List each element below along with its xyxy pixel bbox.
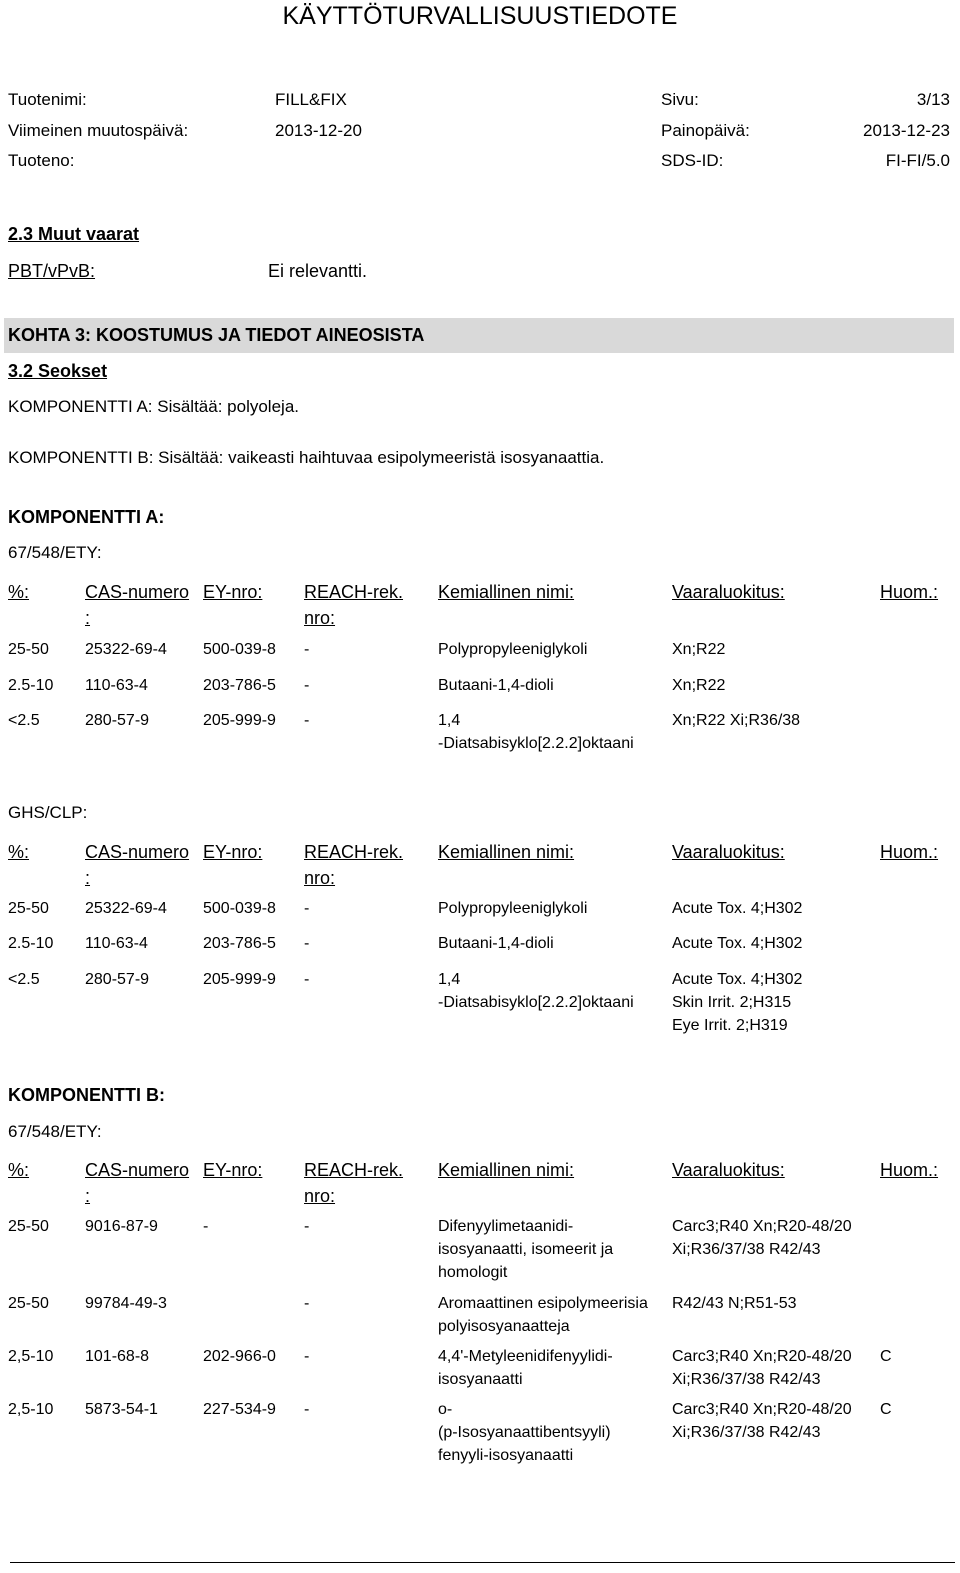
page-label: Sivu: xyxy=(661,90,699,109)
column-header-cas-colon: : xyxy=(85,608,91,628)
cell-classification: Xn;R22 xyxy=(672,641,726,658)
cell-reach-number: - xyxy=(304,971,310,988)
ghs-label: GHS/CLP: xyxy=(8,803,88,822)
cell-reach-number: - xyxy=(304,1295,310,1312)
cell-chemical-name: 1,4 xyxy=(438,971,461,988)
column-header-reach: REACH-rek. xyxy=(304,1160,404,1180)
cell-cas-number: 280-57-9 xyxy=(85,971,150,988)
sds-id-label: SDS-ID: xyxy=(661,151,724,170)
cell-chemical-name: homologit xyxy=(438,1264,508,1281)
print-date: 2013-12-23 xyxy=(863,121,950,140)
cell-classification: Xi;R36/37/38 R42/43 xyxy=(672,1424,821,1441)
component-a-heading: KOMPONENTTI A: xyxy=(8,507,165,527)
cell-cas-number: 9016-87-9 xyxy=(85,1218,158,1235)
revision-date-label: Viimeinen muutospäivä: xyxy=(8,121,189,140)
component-b-heading: KOMPONENTTI B: xyxy=(8,1085,165,1105)
cell-chemical-name: Polypropyleeniglykoli xyxy=(438,900,588,917)
cell-chemical-name: -Diatsabisyklo[2.2.2]oktaani xyxy=(438,735,634,752)
column-header-percent: %: xyxy=(8,842,30,862)
cell-reach-number: - xyxy=(304,677,310,694)
cell-chemical-name: -Diatsabisyklo[2.2.2]oktaani xyxy=(438,994,634,1011)
section-3-heading: KOHTA 3: KOOSTUMUS JA TIEDOT AINEOSISTA xyxy=(8,325,425,345)
cell-classification: Xn;R22 xyxy=(672,677,726,694)
cell-ec-number: 205-999-9 xyxy=(203,712,276,729)
section-2-3-heading: 2.3 Muut vaarat xyxy=(8,224,140,244)
column-header-ec: EY-nro: xyxy=(203,842,263,862)
cell-chemical-name: Butaani-1,4-dioli xyxy=(438,677,554,694)
product-name-label: Tuotenimi: xyxy=(8,90,87,109)
cell-reach-number: - xyxy=(304,641,310,658)
cell-classification: Xi;R36/37/38 R42/43 xyxy=(672,1371,821,1388)
cell-percent: 25-50 xyxy=(8,900,49,917)
cell-chemical-name: isosyanaatti, isomeerit ja xyxy=(438,1241,614,1258)
column-header-reach-nro: nro: xyxy=(304,608,336,628)
cell-reach-number: - xyxy=(304,935,310,952)
cell-classification: Carc3;R40 Xn;R20-48/20 xyxy=(672,1218,852,1235)
cell-note: C xyxy=(880,1348,892,1365)
section-3-2-heading: 3.2 Seokset xyxy=(8,361,108,381)
cell-percent: 25-50 xyxy=(8,1218,49,1235)
product-name: FILL&FIX xyxy=(275,90,347,109)
cell-cas-number: 280-57-9 xyxy=(85,712,150,729)
cell-chemical-name: isosyanaatti xyxy=(438,1371,523,1388)
cell-cas-number: 25322-69-4 xyxy=(85,641,167,658)
cell-classification: Acute Tox. 4;H302 xyxy=(672,935,803,952)
column-header-cas-colon: : xyxy=(85,868,91,888)
column-header-cas-colon: : xyxy=(85,1186,91,1206)
column-header-classification: Vaaraluokitus: xyxy=(672,842,785,862)
print-date-label: Painopäivä: xyxy=(661,121,750,140)
column-header-classification: Vaaraluokitus: xyxy=(672,582,785,602)
cell-classification: Xi;R36/37/38 R42/43 xyxy=(672,1241,821,1258)
cell-reach-number: - xyxy=(304,900,310,917)
cell-percent: <2.5 xyxy=(8,712,40,729)
cell-reach-number: - xyxy=(304,1218,310,1235)
component-b-description: KOMPONENTTI B: Sisältää: vaikeasti haihtuvaa esipolymeeristä isosyanaattia. xyxy=(8,448,605,467)
cell-classification: Carc3;R40 Xn;R20-48/20 xyxy=(672,1401,852,1418)
cell-cas-number: 25322-69-4 xyxy=(85,900,167,917)
document-title: KÄYTTÖTURVALLISUUSTIEDOTE xyxy=(282,2,678,30)
cell-classification: Skin Irrit. 2;H315 xyxy=(672,994,792,1011)
cell-ec-number: - xyxy=(203,1218,209,1235)
cell-ec-number: 227-534-9 xyxy=(203,1401,276,1418)
cell-cas-number: 101-68-8 xyxy=(85,1348,150,1365)
column-header-cas: CAS-numero xyxy=(85,842,190,862)
cell-chemical-name: Difenyylimetaanidi- xyxy=(438,1218,574,1235)
cell-classification: Acute Tox. 4;H302 xyxy=(672,900,803,917)
cell-note: C xyxy=(880,1401,892,1418)
column-header-percent: %: xyxy=(8,582,30,602)
column-header-cas: CAS-numero xyxy=(85,582,190,602)
column-header-reach-nro: nro: xyxy=(304,1186,336,1206)
cell-chemical-name: 1,4 xyxy=(438,712,461,729)
cell-ec-number: 500-039-8 xyxy=(203,641,276,658)
cell-classification: Acute Tox. 4;H302 xyxy=(672,971,803,988)
cell-cas-number: 110-63-4 xyxy=(85,935,148,952)
column-header-percent: %: xyxy=(8,1160,30,1180)
cell-percent: <2.5 xyxy=(8,971,40,988)
column-header-reach: REACH-rek. xyxy=(304,582,404,602)
cell-ec-number: 500-039-8 xyxy=(203,900,276,917)
cell-percent: 2,5-10 xyxy=(8,1401,54,1418)
column-header-chemical-name: Kemiallinen nimi: xyxy=(438,1160,575,1180)
column-header-chemical-name: Kemiallinen nimi: xyxy=(438,842,575,862)
product-number-label: Tuoteno: xyxy=(8,151,75,170)
cell-cas-number: 110-63-4 xyxy=(85,677,148,694)
cell-reach-number: - xyxy=(304,1401,310,1418)
column-header-ec: EY-nro: xyxy=(203,582,263,602)
cell-percent: 2.5-10 xyxy=(8,677,54,694)
cell-chemical-name: polyisosyanaatteja xyxy=(438,1318,570,1335)
cell-ec-number: 203-786-5 xyxy=(203,935,276,952)
column-header-ec: EY-nro: xyxy=(203,1160,263,1180)
cell-chemical-name: (p-Isosyanaattibentsyyli) xyxy=(438,1424,611,1441)
pbt-value: Ei relevantti. xyxy=(268,261,368,281)
cell-classification: Xn;R22 Xi;R36/38 xyxy=(672,712,801,729)
cell-ec-number: 205-999-9 xyxy=(203,971,276,988)
column-header-classification: Vaaraluokitus: xyxy=(672,1160,785,1180)
cell-percent: 25-50 xyxy=(8,1295,49,1312)
cell-ec-number: 202-966-0 xyxy=(203,1348,276,1365)
eec-label-b: 67/548/ETY: xyxy=(8,1122,102,1141)
cell-classification: Eye Irrit. 2;H319 xyxy=(672,1017,788,1034)
cell-reach-number: - xyxy=(304,1348,310,1365)
component-a-description: KOMPONENTTI A: Sisältää: polyoleja. xyxy=(8,397,299,416)
cell-percent: 25-50 xyxy=(8,641,49,658)
cell-chemical-name: fenyyli-isosyanaatti xyxy=(438,1447,574,1464)
cell-classification: R42/43 N;R51-53 xyxy=(672,1295,797,1312)
cell-chemical-name: o- xyxy=(438,1401,453,1418)
cell-percent: 2,5-10 xyxy=(8,1348,54,1365)
revision-date: 2013-12-20 xyxy=(275,121,362,140)
cell-cas-number: 5873-54-1 xyxy=(85,1401,158,1418)
eec-label-a: 67/548/ETY: xyxy=(8,543,102,562)
column-header-note: Huom.: xyxy=(880,1160,939,1180)
column-header-note: Huom.: xyxy=(880,582,939,602)
cell-percent: 2.5-10 xyxy=(8,935,54,952)
cell-classification: Carc3;R40 Xn;R20-48/20 xyxy=(672,1348,852,1365)
footer-rule xyxy=(10,1562,955,1563)
cell-chemical-name: Polypropyleeniglykoli xyxy=(438,641,588,658)
cell-chemical-name: Aromaattinen esipolymeerisia xyxy=(438,1295,648,1312)
page-number: 3/13 xyxy=(916,90,950,109)
column-header-note: Huom.: xyxy=(880,842,939,862)
cell-reach-number: - xyxy=(304,712,310,729)
cell-chemical-name: 4,4'-Metyleenidifenyylidi- xyxy=(438,1348,613,1365)
cell-chemical-name: Butaani-1,4-dioli xyxy=(438,935,554,952)
cell-ec-number: 203-786-5 xyxy=(203,677,276,694)
column-header-cas: CAS-numero xyxy=(85,1160,190,1180)
column-header-chemical-name: Kemiallinen nimi: xyxy=(438,582,575,602)
cell-cas-number: 99784-49-3 xyxy=(85,1295,167,1312)
sds-id: FI-FI/5.0 xyxy=(885,151,950,170)
column-header-reach: REACH-rek. xyxy=(304,842,404,862)
column-header-reach-nro: nro: xyxy=(304,868,336,888)
pbt-label: PBT/vPvB: xyxy=(8,261,96,281)
